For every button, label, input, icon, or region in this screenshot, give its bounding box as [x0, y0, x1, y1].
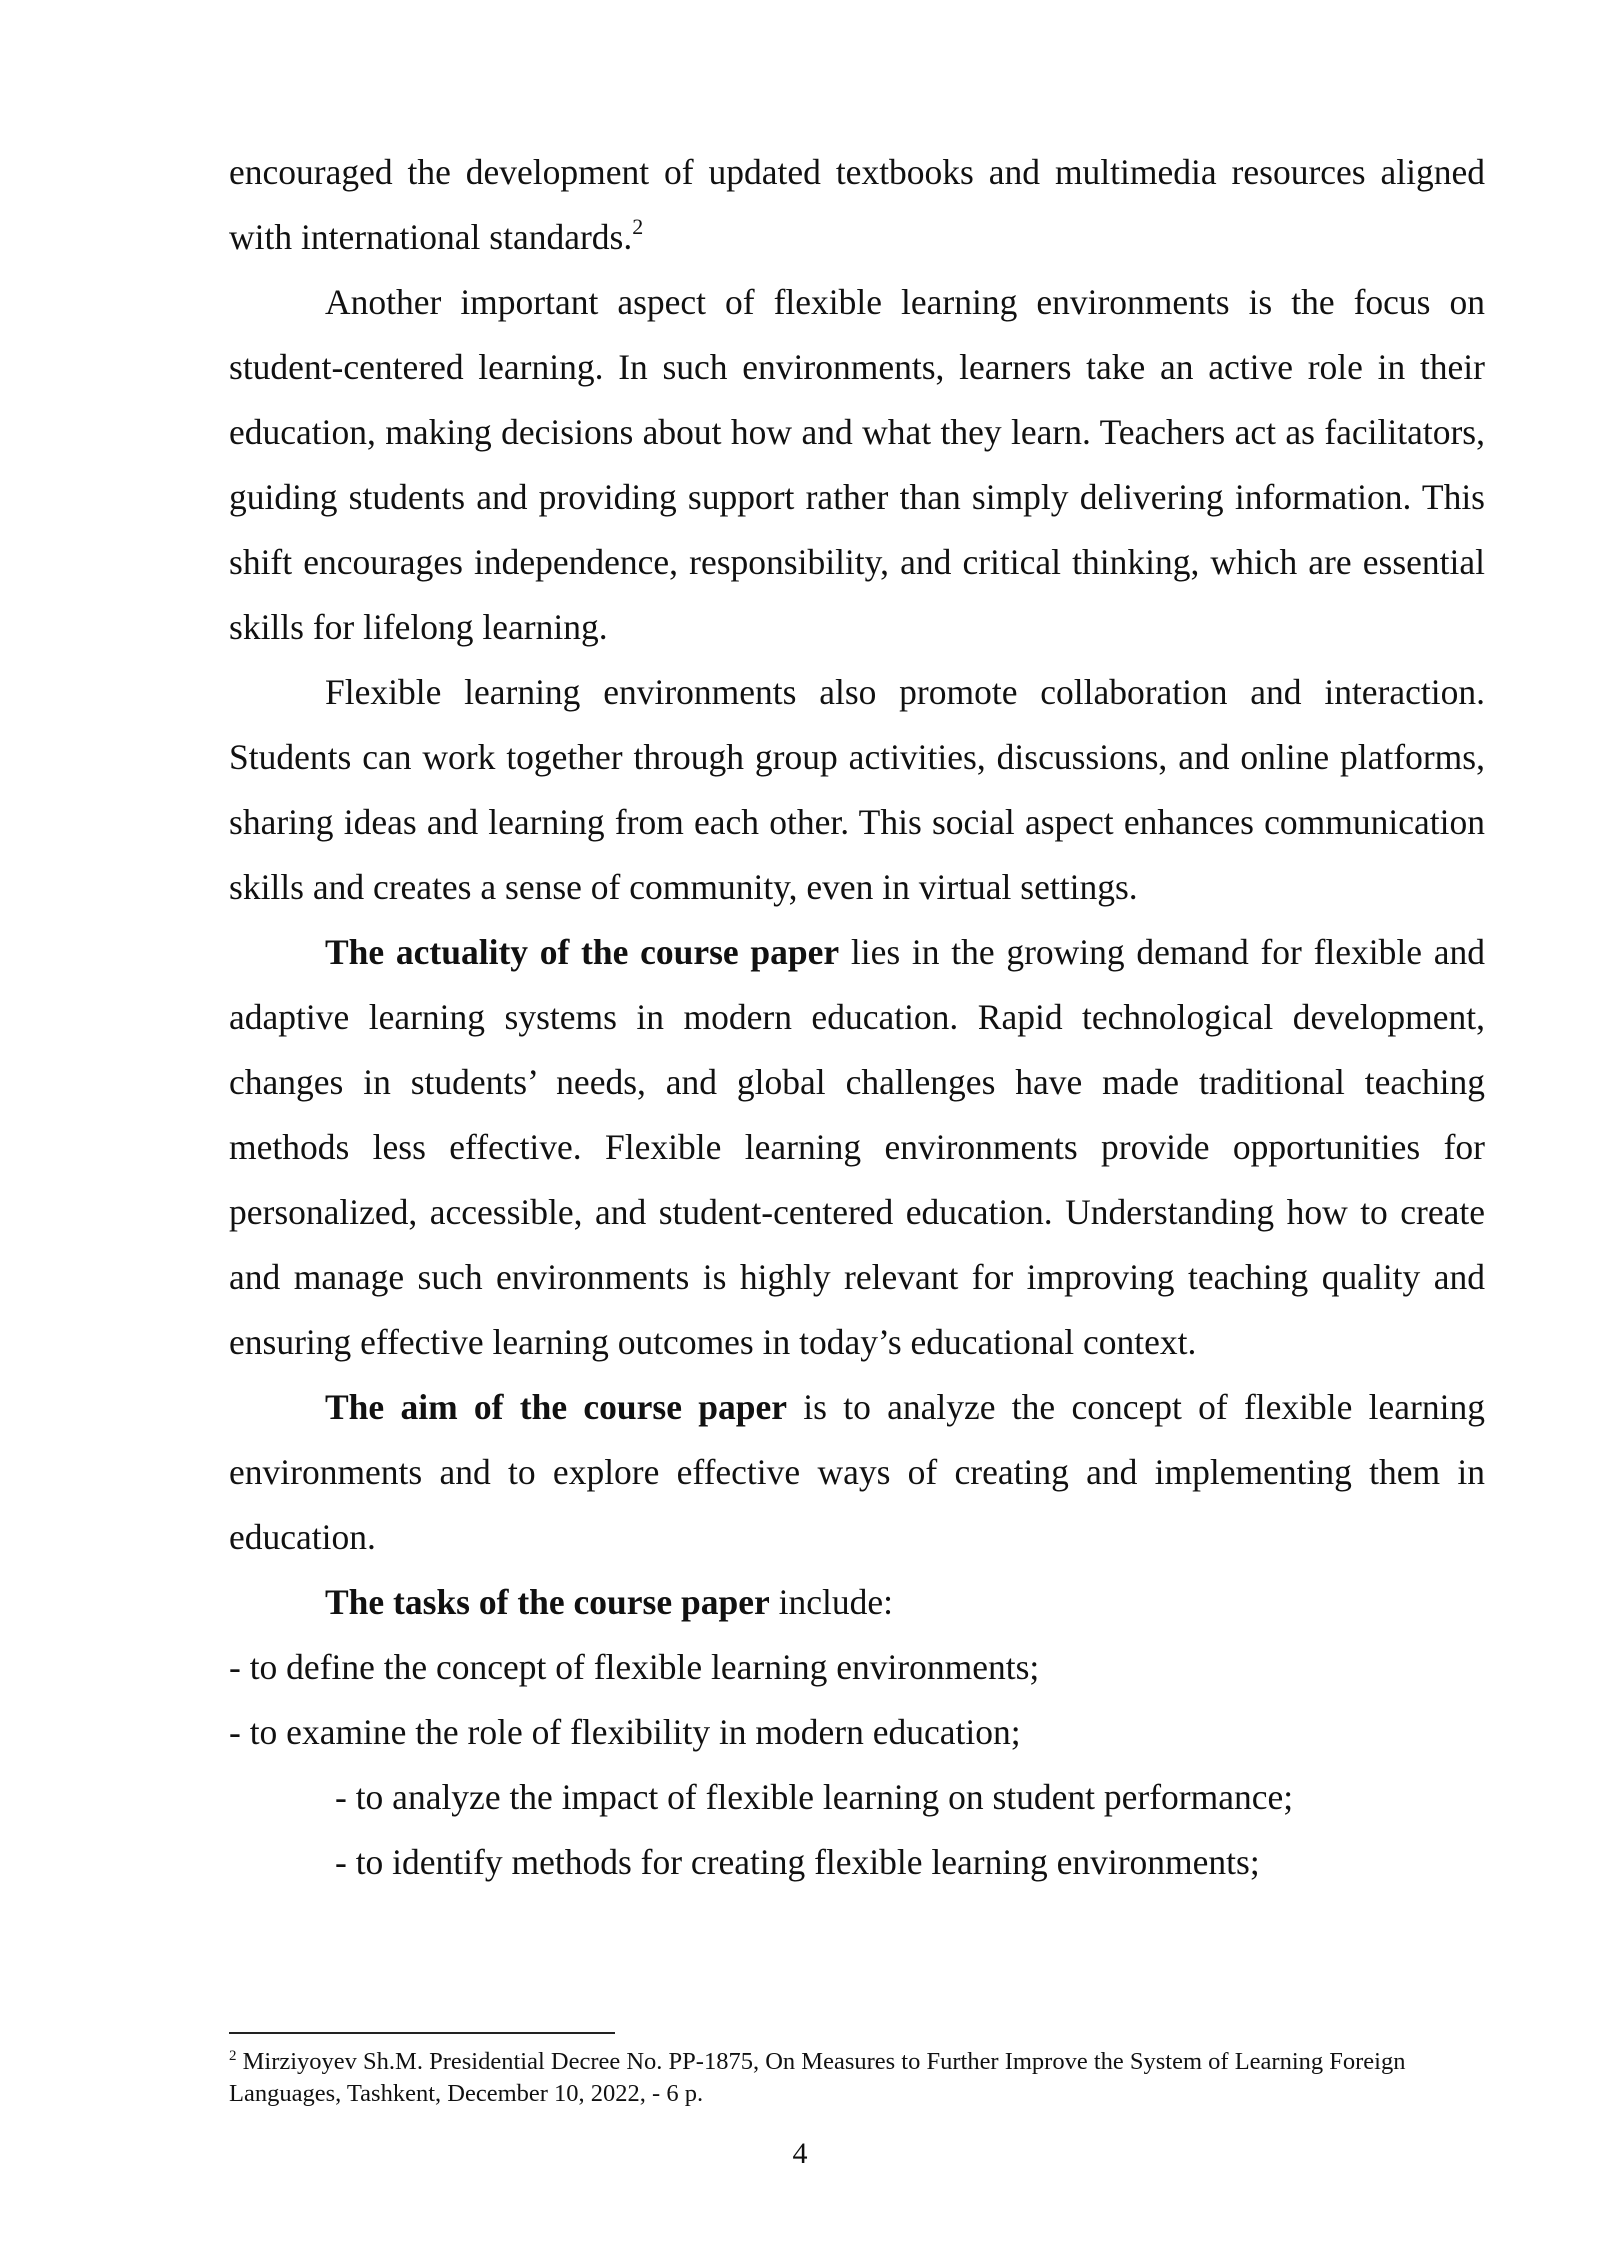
aim-text: is to analyze the concept of flexible learning environments and to explore effective ways of creating and implementing them in education. — [229, 1387, 1485, 1557]
footnote — [229, 2046, 1485, 2110]
tasks-intro-text: include: — [769, 1582, 893, 1622]
page-number: 4 — [792, 2137, 808, 2170]
footnote-text: Mirziyoyev Sh.M. Presidential Decree No. PP-1875, On Measures to Further Improve the System of Learning Foreign Languages, Tashkent, December 10, 2022, - 6 p. — [229, 2048, 1406, 2107]
body-text — [229, 140, 1485, 1895]
actuality-heading: The actuality of the course paper — [325, 932, 840, 972]
task-item: - to identify methods for creating flexible learning environments; — [335, 1842, 1260, 1882]
task-item: - to analyze the impact of flexible learning on student performance; — [335, 1777, 1294, 1817]
tasks-heading: The tasks of the course paper — [325, 1582, 770, 1622]
paragraph-text: encouraged the development of updated textbooks and multimedia resources aligned with international standards. — [229, 152, 1485, 257]
footnote-separator — [229, 2032, 615, 2034]
paragraph-continuation — [229, 140, 1485, 270]
task-item: - to examine the role of flexibility in modern education; — [229, 1712, 1021, 1752]
paragraph-collaboration: Flexible learning environments also promote collaboration and interaction. Students can work together through group activities, discussions, and online platforms, sharing ideas and learning from each other. This social aspect enhances communication skills and creates a sense of community, even in virtual settings. — [229, 672, 1485, 907]
footnote-reference: 2 — [632, 214, 644, 240]
paragraph-actuality — [229, 920, 1485, 1375]
paragraph-aim — [229, 1375, 1485, 1570]
task-item: - to define the concept of flexible learning environments; — [229, 1647, 1040, 1687]
paragraph-tasks — [229, 1570, 1485, 1635]
paragraph-student-centered: Another important aspect of flexible learning environments is the focus on student-centered learning. In such environments, learners take an active role in their education, making decisions about how and what they learn. Teachers act as facilitators, guiding students and providing support rather than simply delivering information. This shift encourages independence, responsibility, and critical thinking, which are essential skills for lifelong learning. — [229, 282, 1485, 647]
aim-heading: The aim of the course paper — [325, 1387, 787, 1427]
actuality-text: lies in the growing demand for flexible and adaptive learning systems in modern education. Rapid technological development, changes in students’ needs, and global challenges have made traditional teaching methods less effective. Flexible learning environments provide opportunities for personalized, accessible, and student-centered education. Understanding how to create and manage such environments is highly relevant for improving teaching quality and ensuring effective learning outcomes in today’s educational context. — [229, 932, 1485, 1362]
footnote-marker: 2 — [229, 2047, 237, 2064]
